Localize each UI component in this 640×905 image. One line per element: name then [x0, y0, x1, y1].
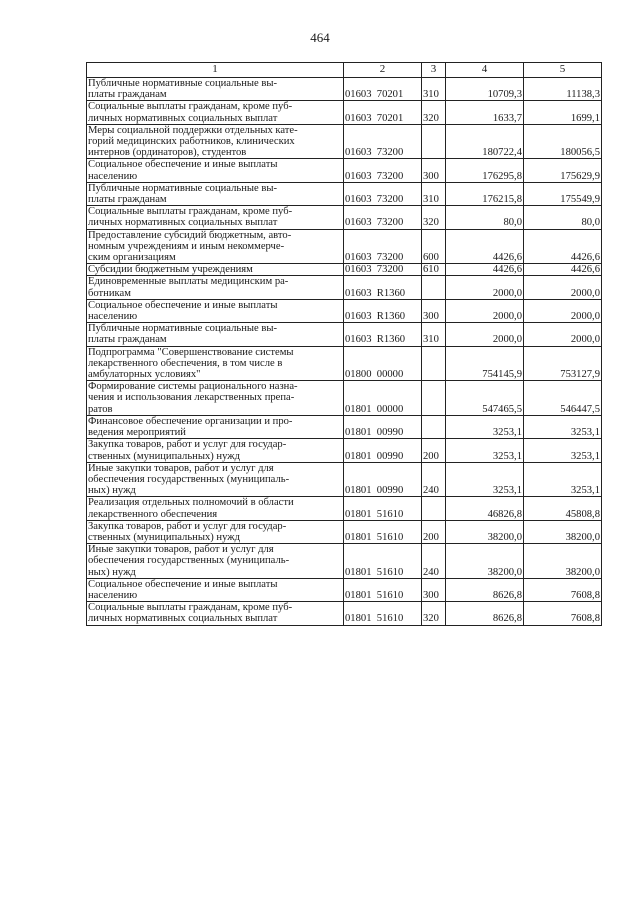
row-amount-4-cell: 8626,8	[446, 602, 524, 625]
row-amount-5-cell: 7608,8	[524, 602, 602, 625]
row-amount-5-cell: 11138,3	[524, 78, 602, 101]
table-row	[87, 323, 602, 346]
row-amount-5-cell: 3253,1	[524, 462, 602, 497]
table-row	[87, 124, 602, 159]
row-amount-5-cell: 175549,9	[524, 182, 602, 205]
row-amount-5-cell: 175629,9	[524, 159, 602, 182]
row-code-cell: 01603 R1360	[344, 276, 422, 299]
row-code-cell: 01603 73200	[344, 124, 422, 159]
row-name-cell: Субсидии бюджетным учреждениям	[87, 264, 344, 276]
row-amount-4-cell: 754145,9	[446, 346, 524, 381]
table-row	[87, 415, 602, 438]
row-code-cell: 01801 00000	[344, 381, 422, 416]
row-name-cell: Предоставление субсидий бюджетным, авто- номным учреждениям и иным некоммерче- ским организациям	[87, 229, 344, 264]
row-name-cell: Реализация отдельных полномочий в области лекарственного обеспечения	[87, 497, 344, 520]
table-row	[87, 276, 602, 299]
table-row	[87, 381, 602, 416]
column-header-amount-5: 5	[524, 63, 602, 78]
budget-table	[86, 62, 602, 626]
table-header-row	[87, 63, 602, 78]
row-amount-4-cell: 8626,8	[446, 578, 524, 601]
row-name-cell: Социальные выплаты гражданам, кроме пуб- личных нормативных социальных выплат	[87, 602, 344, 625]
row-name-cell: Социальные выплаты гражданам, кроме пуб- личных нормативных социальных выплат	[87, 206, 344, 229]
row-amount-5-cell: 1699,1	[524, 101, 602, 124]
table-row	[87, 497, 602, 520]
row-amount-4-cell: 3253,1	[446, 415, 524, 438]
table-row	[87, 578, 602, 601]
row-amount-5-cell: 2000,0	[524, 276, 602, 299]
row-amount-4-cell: 3253,1	[446, 439, 524, 462]
row-amount-4-cell: 38200,0	[446, 520, 524, 543]
row-amount-5-cell: 2000,0	[524, 299, 602, 322]
page-number: 464	[310, 30, 330, 45]
row-name-cell: Закупка товаров, работ и услуг для государ- ственных (муниципальных) нужд	[87, 439, 344, 462]
row-name-cell: Социальные выплаты гражданам, кроме пуб- личных нормативных социальных выплат	[87, 101, 344, 124]
row-expense-type-cell: 240	[422, 462, 446, 497]
row-amount-5-cell: 4426,6	[524, 264, 602, 276]
row-amount-4-cell: 80,0	[446, 206, 524, 229]
table-row	[87, 544, 602, 579]
row-code-cell: 01801 51610	[344, 544, 422, 579]
row-expense-type-cell: 310	[422, 323, 446, 346]
column-header-amount-4: 4	[446, 63, 524, 78]
row-amount-5-cell: 7608,8	[524, 578, 602, 601]
row-amount-4-cell: 10709,3	[446, 78, 524, 101]
row-amount-4-cell: 46826,8	[446, 497, 524, 520]
row-amount-4-cell: 2000,0	[446, 299, 524, 322]
budget-table-wrapper	[86, 62, 602, 626]
table-row	[87, 206, 602, 229]
row-code-cell: 01801 51610	[344, 578, 422, 601]
row-code-cell: 01603 R1360	[344, 299, 422, 322]
table-row	[87, 520, 602, 543]
table-row	[87, 182, 602, 205]
row-code-cell: 01801 51610	[344, 602, 422, 625]
row-name-cell: Иные закупки товаров, работ и услуг для обеспечения государственных (муниципаль- ных) нужд	[87, 462, 344, 497]
row-amount-4-cell: 176295,8	[446, 159, 524, 182]
row-amount-5-cell: 2000,0	[524, 323, 602, 346]
row-code-cell: 01801 51610	[344, 520, 422, 543]
row-code-cell: 01801 00990	[344, 415, 422, 438]
row-code-cell: 01800 00000	[344, 346, 422, 381]
row-amount-4-cell: 2000,0	[446, 276, 524, 299]
row-code-cell: 01603 73200	[344, 229, 422, 264]
row-expense-type-cell	[422, 276, 446, 299]
row-code-cell: 01603 73200	[344, 206, 422, 229]
row-amount-4-cell: 4426,6	[446, 264, 524, 276]
row-expense-type-cell: 600	[422, 229, 446, 264]
row-expense-type-cell: 320	[422, 101, 446, 124]
table-row	[87, 264, 602, 276]
row-name-cell: Публичные нормативные социальные вы- платы гражданам	[87, 323, 344, 346]
row-expense-type-cell: 320	[422, 602, 446, 625]
row-amount-4-cell: 1633,7	[446, 101, 524, 124]
column-header-name: 1	[87, 63, 344, 78]
row-expense-type-cell: 200	[422, 439, 446, 462]
row-expense-type-cell: 300	[422, 578, 446, 601]
row-expense-type-cell	[422, 497, 446, 520]
row-amount-4-cell: 3253,1	[446, 462, 524, 497]
table-row	[87, 602, 602, 625]
row-amount-5-cell: 3253,1	[524, 415, 602, 438]
row-amount-5-cell: 753127,9	[524, 346, 602, 381]
table-row	[87, 101, 602, 124]
row-amount-5-cell: 38200,0	[524, 544, 602, 579]
row-expense-type-cell	[422, 346, 446, 381]
row-amount-5-cell: 180056,5	[524, 124, 602, 159]
row-name-cell: Финансовое обеспечение организации и про- ведения мероприятий	[87, 415, 344, 438]
row-name-cell: Публичные нормативные социальные вы- платы гражданам	[87, 182, 344, 205]
row-expense-type-cell	[422, 415, 446, 438]
row-amount-4-cell: 176215,8	[446, 182, 524, 205]
row-expense-type-cell: 300	[422, 299, 446, 322]
row-expense-type-cell: 610	[422, 264, 446, 276]
row-name-cell: Социальное обеспечение и иные выплаты населению	[87, 578, 344, 601]
row-name-cell: Подпрограмма "Совершенствование системы лекарственного обеспечения, в том числе в амбулаторных условиях"	[87, 346, 344, 381]
table-row	[87, 346, 602, 381]
table-row	[87, 78, 602, 101]
row-expense-type-cell: 320	[422, 206, 446, 229]
row-expense-type-cell: 300	[422, 159, 446, 182]
column-header-expense-type: 3	[422, 63, 446, 78]
row-name-cell: Иные закупки товаров, работ и услуг для обеспечения государственных (муниципаль- ных) нужд	[87, 544, 344, 579]
row-code-cell: 01801 00990	[344, 439, 422, 462]
table-row	[87, 229, 602, 264]
row-expense-type-cell: 200	[422, 520, 446, 543]
row-amount-5-cell: 38200,0	[524, 520, 602, 543]
table-row	[87, 462, 602, 497]
row-name-cell: Меры социальной поддержки отдельных кате- горий медицинских работников, клинических интернов (ординаторов), студентов	[87, 124, 344, 159]
row-name-cell: Единовременные выплаты медицинским ра- ботникам	[87, 276, 344, 299]
row-name-cell: Социальное обеспечение и иные выплаты населению	[87, 159, 344, 182]
row-amount-5-cell: 546447,5	[524, 381, 602, 416]
row-code-cell: 01801 00990	[344, 462, 422, 497]
row-name-cell: Публичные нормативные социальные вы- платы гражданам	[87, 78, 344, 101]
row-name-cell: Формирование системы рационального назна- чения и использования лекарственных препа- ратов	[87, 381, 344, 416]
row-amount-5-cell: 45808,8	[524, 497, 602, 520]
row-name-cell: Социальное обеспечение и иные выплаты населению	[87, 299, 344, 322]
row-amount-4-cell: 547465,5	[446, 381, 524, 416]
table-row	[87, 299, 602, 322]
row-code-cell: 01603 R1360	[344, 323, 422, 346]
row-amount-4-cell: 38200,0	[446, 544, 524, 579]
row-code-cell: 01603 73200	[344, 182, 422, 205]
row-amount-5-cell: 4426,6	[524, 229, 602, 264]
row-amount-4-cell: 180722,4	[446, 124, 524, 159]
row-amount-5-cell: 80,0	[524, 206, 602, 229]
row-amount-4-cell: 4426,6	[446, 229, 524, 264]
row-expense-type-cell: 310	[422, 78, 446, 101]
row-code-cell: 01603 73200	[344, 264, 422, 276]
column-header-code: 2	[344, 63, 422, 78]
row-expense-type-cell	[422, 124, 446, 159]
table-body	[87, 78, 602, 626]
row-expense-type-cell: 310	[422, 182, 446, 205]
row-code-cell: 01603 70201	[344, 78, 422, 101]
row-code-cell: 01603 70201	[344, 101, 422, 124]
row-expense-type-cell	[422, 381, 446, 416]
row-expense-type-cell: 240	[422, 544, 446, 579]
row-amount-4-cell: 2000,0	[446, 323, 524, 346]
table-row	[87, 439, 602, 462]
row-name-cell: Закупка товаров, работ и услуг для государ- ственных (муниципальных) нужд	[87, 520, 344, 543]
row-code-cell: 01603 73200	[344, 159, 422, 182]
row-code-cell: 01801 51610	[344, 497, 422, 520]
row-amount-5-cell: 3253,1	[524, 439, 602, 462]
table-row	[87, 159, 602, 182]
